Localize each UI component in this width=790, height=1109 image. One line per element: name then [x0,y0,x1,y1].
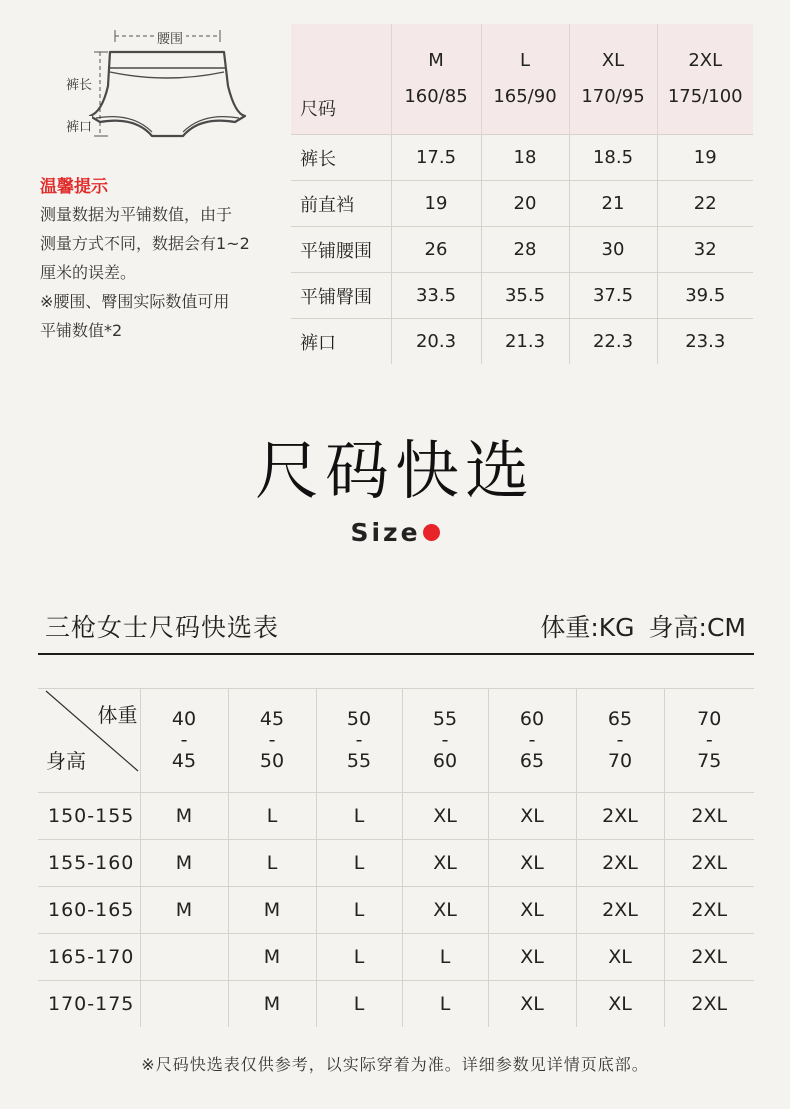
red-dot-icon [423,524,440,541]
row-label: 裤长 [291,135,391,181]
size-cell: 2XL [576,887,664,934]
size-cell: 2XL [576,840,664,887]
table-cell: 37.5 [569,273,657,319]
height-range: 150-155 [38,793,140,840]
measurement-row [291,135,753,181]
size-cell: M [140,840,228,887]
weight-range: 50 - 55 [316,689,402,793]
corner-weight-label: 体重 [97,703,138,727]
briefs-measurement-diagram [60,24,290,164]
size-cell: XL [488,934,576,981]
size-subtitle-text: Size [350,518,421,547]
table-cell: 32 [657,227,753,273]
weight-range: 65 - 70 [576,689,664,793]
tip-line: ※腰围、臀围实际数值可用 [40,292,230,311]
size-cell: L [402,934,488,981]
size-cell: M [140,887,228,934]
measurement-row [291,227,753,273]
leg-opening-label: 裤口 [66,116,92,135]
table-row [38,793,754,840]
quick-select-units [526,608,746,644]
table-cell: 20.3 [391,319,481,365]
tips-title: 温馨提示 [40,177,108,197]
weight-unit: 体重:KG [540,613,635,642]
weight-range: 45 - 50 [228,689,316,793]
size-cell: 2XL [664,793,754,840]
section-subtitle [0,518,790,547]
corner-header [38,689,140,793]
size-cell: XL [402,840,488,887]
table-row [38,981,754,1028]
table-cell: 21.3 [481,319,569,365]
row-label: 平铺腰围 [291,227,391,273]
size-cell: XL [402,793,488,840]
weight-range: 60 - 65 [488,689,576,793]
size-cell: L [316,840,402,887]
size-cell: M [228,934,316,981]
measurement-row [291,319,753,365]
divider [38,653,754,655]
footer-note: ※尺码快选表仅供参考，以实际穿着为准。详细参数见详情页底部。 [141,1055,649,1074]
height-unit: 身高:CM [648,613,746,642]
size-column-header: L 165/90 [481,24,569,135]
measurement-header-row [291,24,753,135]
table-cell: 21 [569,181,657,227]
tip-line: 平铺数值*2 [40,321,123,340]
table-cell: 22 [657,181,753,227]
measurement-row [291,273,753,319]
size-cell: L [228,793,316,840]
size-column-header: XL 170/95 [569,24,657,135]
table-cell: 33.5 [391,273,481,319]
size-cell: L [316,887,402,934]
table-cell: 19 [391,181,481,227]
height-range: 160-165 [38,887,140,934]
size-cell: XL [488,793,576,840]
tip-line: 测量方式不同，数据会有1~2 [40,234,250,253]
size-cell: M [228,887,316,934]
measurement-table [291,24,753,364]
table-cell: 23.3 [657,319,753,365]
table-cell: 22.3 [569,319,657,365]
measurement-row [291,181,753,227]
quick-select-title: 三枪女士尺码快选表 [45,613,280,642]
size-cell: M [140,793,228,840]
size-cell: 2XL [664,887,754,934]
weight-range: 70 - 75 [664,689,754,793]
table-cell: 19 [657,135,753,181]
table-cell: 18 [481,135,569,181]
table-cell: 39.5 [657,273,753,319]
size-cell: XL [488,981,576,1028]
size-cell: L [316,793,402,840]
height-range: 165-170 [38,934,140,981]
table-row [38,934,754,981]
weight-header-row [38,689,754,793]
size-cell [140,934,228,981]
size-cell: 2XL [664,840,754,887]
tips-panel [40,174,280,345]
size-cell: XL [576,934,664,981]
table-cell: 17.5 [391,135,481,181]
row-label: 前直裆 [291,181,391,227]
size-column-header: 2XL 175/100 [657,24,753,135]
size-cell [140,981,228,1028]
size-cell: XL [402,887,488,934]
table-cell: 26 [391,227,481,273]
table-cell: 28 [481,227,569,273]
weight-range: 40 - 45 [140,689,228,793]
tip-line: 测量数据为平铺数值，由于 [40,205,233,224]
table-cell: 20 [481,181,569,227]
length-label: 裤长 [66,74,92,93]
tip-line: 厘米的误差。 [40,263,137,282]
height-range: 155-160 [38,840,140,887]
size-cell: 2XL [664,981,754,1028]
size-header: 尺码 [291,24,391,135]
size-cell: 2XL [664,934,754,981]
table-cell: 30 [569,227,657,273]
table-row [38,840,754,887]
size-cell: XL [488,887,576,934]
table-cell: 35.5 [481,273,569,319]
section-title: 尺码快选 [255,435,535,509]
size-cell: L [228,840,316,887]
size-cell: L [402,981,488,1028]
size-cell: XL [576,981,664,1028]
table-row [38,887,754,934]
row-label: 裤口 [291,319,391,365]
size-column-header: M 160/85 [391,24,481,135]
size-cell: L [316,934,402,981]
row-label: 平铺臀围 [291,273,391,319]
quick-select-table [38,688,754,1027]
waist-label: 腰围 [154,28,186,47]
weight-range: 55 - 60 [402,689,488,793]
size-cell: XL [488,840,576,887]
height-range: 170-175 [38,981,140,1028]
table-cell: 18.5 [569,135,657,181]
size-cell: 2XL [576,793,664,840]
size-cell: L [316,981,402,1028]
size-cell: M [228,981,316,1028]
corner-height-label: 身高 [46,749,86,773]
